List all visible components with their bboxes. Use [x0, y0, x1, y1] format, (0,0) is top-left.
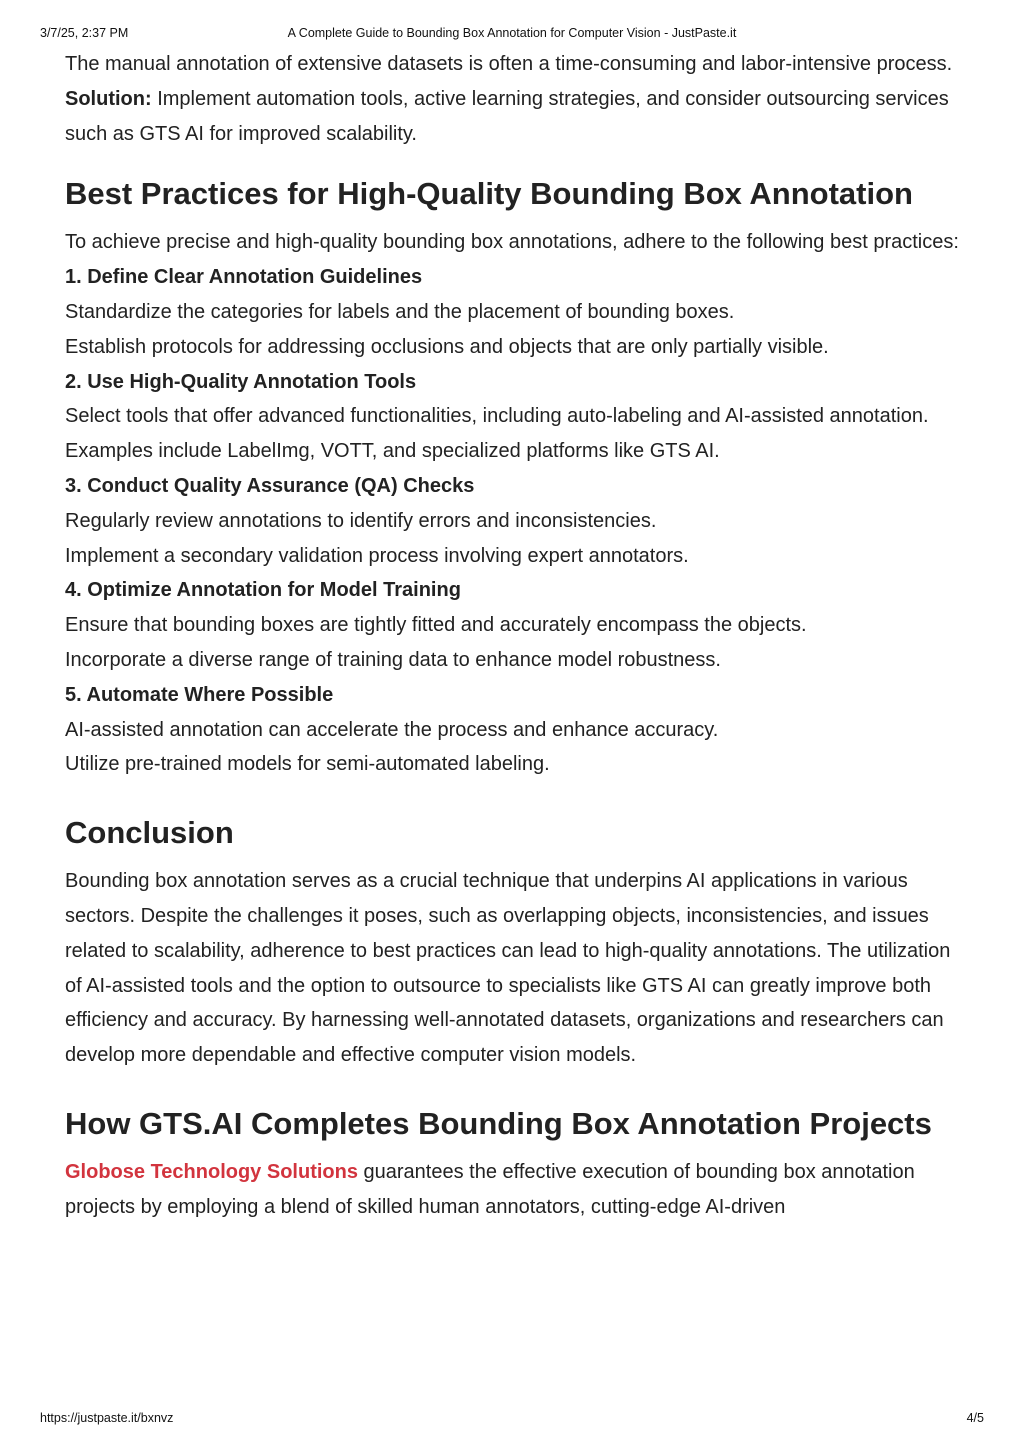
globose-link[interactable]: Globose Technology Solutions — [65, 1160, 358, 1183]
print-url: https://justpaste.it/bxnvz — [40, 1411, 174, 1425]
practice-line: Standardize the categories for labels and the placement of bounding boxes. — [65, 300, 735, 323]
conclusion-heading: Conclusion — [65, 815, 234, 851]
page-number: 4/5 — [966, 1411, 984, 1425]
best-practices-heading: Best Practices for High-Quality Bounding Box Annotation — [65, 176, 913, 212]
print-footer — [0, 1411, 1024, 1429]
intro-paragraph — [65, 47, 965, 151]
print-header — [0, 26, 1024, 44]
practice-title-5: 5. Automate Where Possible — [65, 683, 334, 706]
solution-label: Solution: — [65, 87, 152, 110]
solution-text: Implement automation tools, active learning strategies, and consider outsourcing services such as GTS AI for improved scalability. — [65, 87, 949, 145]
conclusion-paragraph: Bounding box annotation serves as a crucial technique that underpins AI applications in various sectors. Despite the challenges it poses, such as overlapping objects, inconsistencies, and issues related to scalability, adherence to best practices can lead to high-quality annotations. The utilization of AI-assisted tools and the option to outsource to specialists like GTS AI can greatly improve both efficiency and accuracy. By harnessing well-annotated datasets, organizations and researchers can develop more dependable and effective computer vision models. — [65, 870, 951, 1067]
practice-title-4: 4. Optimize Annotation for Model Training — [65, 579, 461, 602]
practice-line: Ensure that bounding boxes are tightly fitted and accurately encompass the objects. — [65, 614, 807, 637]
practice-line: Utilize pre-trained models for semi-automated labeling. — [65, 753, 550, 776]
best-practices-intro: To achieve precise and high-quality bounding box annotations, adhere to the following best practices: — [65, 231, 959, 254]
article-content — [65, 47, 965, 1225]
best-practices-body — [65, 225, 965, 782]
gts-text: guarantees the effective execution of bounding box annotation projects by employing a blend of skilled human annotators, cutting-edge AI-driven — [65, 1160, 915, 1218]
practice-line: Regularly review annotations to identify errors and inconsistencies. — [65, 509, 657, 532]
practice-line: Incorporate a diverse range of training data to enhance model robustness. — [65, 648, 721, 671]
gts-heading: How GTS.AI Completes Bounding Box Annotation Projects — [65, 1105, 932, 1141]
practice-line: Examples include LabelImg, VOTT, and specialized platforms like GTS AI. — [65, 440, 720, 463]
practice-line: Establish protocols for addressing occlusions and objects that are only partially visible. — [65, 335, 829, 358]
practice-title-3: 3. Conduct Quality Assurance (QA) Checks — [65, 474, 475, 497]
gts-paragraph — [65, 1155, 965, 1225]
print-date: 3/7/25, 2:37 PM — [40, 26, 129, 40]
print-page-title: A Complete Guide to Bounding Box Annotation for Computer Vision - JustPaste.it — [287, 26, 737, 40]
practice-line: AI-assisted annotation can accelerate the process and enhance accuracy. — [65, 718, 719, 741]
practice-title-1: 1. Define Clear Annotation Guidelines — [65, 266, 423, 289]
intro-text: The manual annotation of extensive datasets is often a time-consuming and labor-intensive process. — [65, 53, 953, 75]
practice-title-2: 2. Use High-Quality Annotation Tools — [65, 370, 417, 393]
practice-line: Select tools that offer advanced functionalities, including auto-labeling and AI-assisted annotation. — [65, 405, 929, 428]
practice-line: Implement a secondary validation process involving expert annotators. — [65, 544, 689, 567]
